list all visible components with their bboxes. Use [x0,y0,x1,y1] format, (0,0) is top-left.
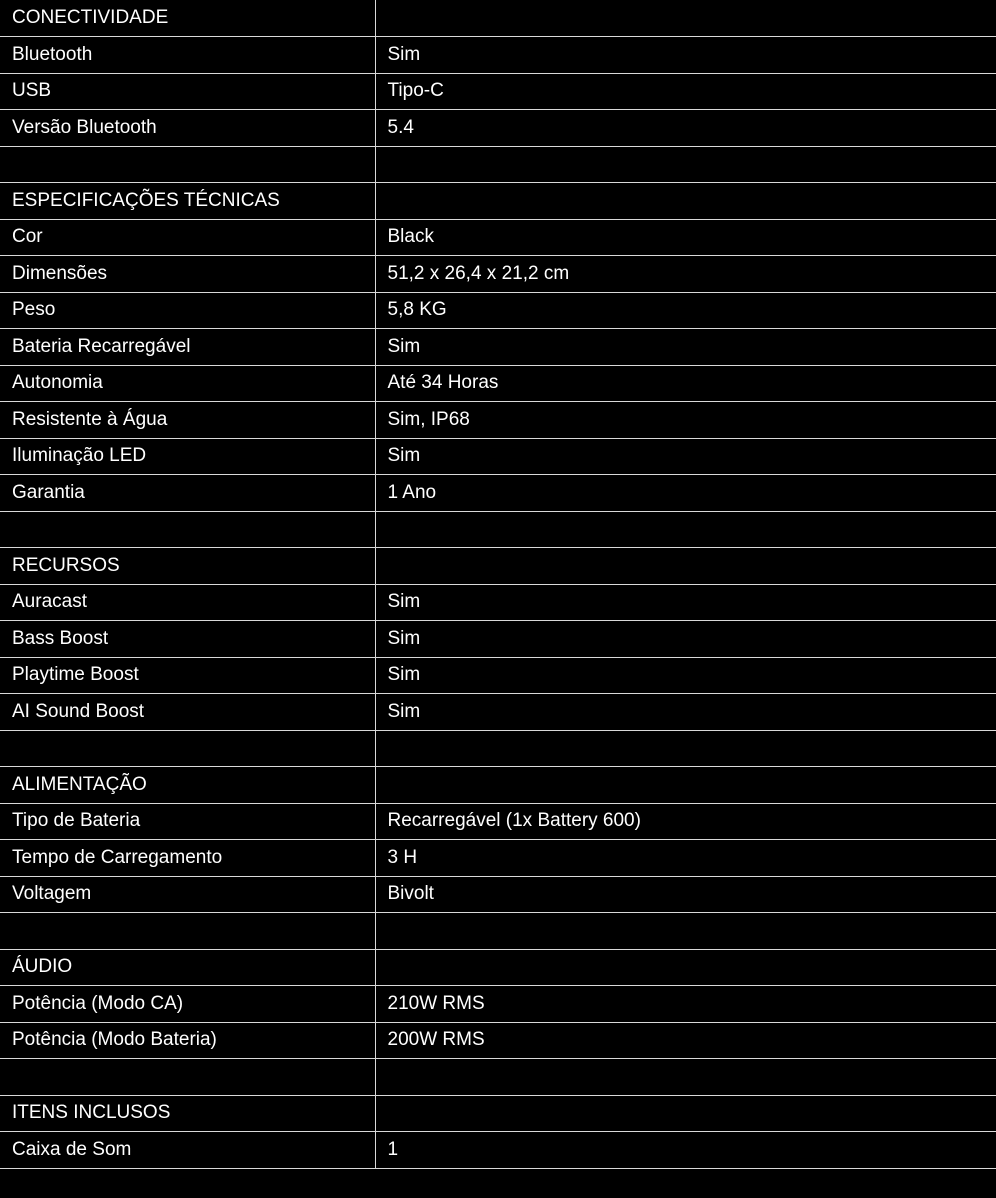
row-label: Voltagem [0,876,375,913]
row-label: Auracast [0,584,375,621]
row-label: Dimensões [0,256,375,293]
table-row [0,365,996,402]
table-row [0,949,996,986]
row-value [375,0,996,37]
table-row [0,621,996,658]
table-row [0,110,996,147]
table-row [0,1022,996,1059]
row-value: 5,8 KG [375,292,996,329]
row-label: Bateria Recarregável [0,329,375,366]
row-value: 3 H [375,840,996,877]
row-label: CONECTIVIDADE [0,0,375,37]
row-value: 5.4 [375,110,996,147]
row-label: Garantia [0,475,375,512]
row-label: AI Sound Boost [0,694,375,731]
table-row [0,1095,996,1132]
table-row [0,73,996,110]
table-row [0,694,996,731]
row-value: Sim [375,438,996,475]
table-row [0,913,996,950]
row-value [375,183,996,220]
row-value [375,1095,996,1132]
row-value: Sim [375,329,996,366]
row-value: 210W RMS [375,986,996,1023]
table-row [0,146,996,183]
row-label [0,511,375,548]
table-row [0,0,996,37]
table-row [0,475,996,512]
row-value: Sim, IP68 [375,402,996,439]
row-label [0,730,375,767]
table-row [0,657,996,694]
row-value [375,1059,996,1096]
table-row [0,840,996,877]
row-label: Bass Boost [0,621,375,658]
row-label: RECURSOS [0,548,375,585]
row-value: 51,2 x 26,4 x 21,2 cm [375,256,996,293]
row-value: 1 [375,1132,996,1169]
row-label: Potência (Modo CA) [0,986,375,1023]
table-row [0,1059,996,1096]
row-value: Sim [375,584,996,621]
row-label: Tempo de Carregamento [0,840,375,877]
table-row [0,548,996,585]
table-row [0,219,996,256]
table-row [0,584,996,621]
row-label [0,146,375,183]
row-label: Versão Bluetooth [0,110,375,147]
row-label: Autonomia [0,365,375,402]
row-value [375,146,996,183]
row-value: Sim [375,694,996,731]
row-label: Iluminação LED [0,438,375,475]
row-label [0,913,375,950]
table-row [0,1132,996,1169]
table-row [0,292,996,329]
table-row [0,37,996,74]
row-value: Sim [375,37,996,74]
row-value: Bivolt [375,876,996,913]
row-label: USB [0,73,375,110]
row-value: Recarregável (1x Battery 600) [375,803,996,840]
row-value [375,913,996,950]
table-row [0,730,996,767]
row-label: Tipo de Bateria [0,803,375,840]
table-row [0,438,996,475]
row-value [375,730,996,767]
row-label: Playtime Boost [0,657,375,694]
table-row [0,329,996,366]
row-value: Até 34 Horas [375,365,996,402]
row-label: ALIMENTAÇÃO [0,767,375,804]
row-value [375,548,996,585]
table-row [0,767,996,804]
table-row [0,183,996,220]
row-label: ESPECIFICAÇÕES TÉCNICAS [0,183,375,220]
table-row [0,986,996,1023]
row-value [375,511,996,548]
row-value: 1 Ano [375,475,996,512]
row-label: Cor [0,219,375,256]
row-value: Sim [375,657,996,694]
table-row [0,803,996,840]
row-value: Black [375,219,996,256]
row-value [375,767,996,804]
row-value: Sim [375,621,996,658]
table-row [0,256,996,293]
row-label [0,1059,375,1096]
row-label: Potência (Modo Bateria) [0,1022,375,1059]
row-label: ITENS INCLUSOS [0,1095,375,1132]
row-label: Resistente à Água [0,402,375,439]
row-value: Tipo-C [375,73,996,110]
row-label: ÁUDIO [0,949,375,986]
row-value [375,949,996,986]
row-value: 200W RMS [375,1022,996,1059]
row-label: Peso [0,292,375,329]
row-label: Bluetooth [0,37,375,74]
table-row [0,876,996,913]
row-label: Caixa de Som [0,1132,375,1169]
table-row [0,402,996,439]
table-row [0,511,996,548]
